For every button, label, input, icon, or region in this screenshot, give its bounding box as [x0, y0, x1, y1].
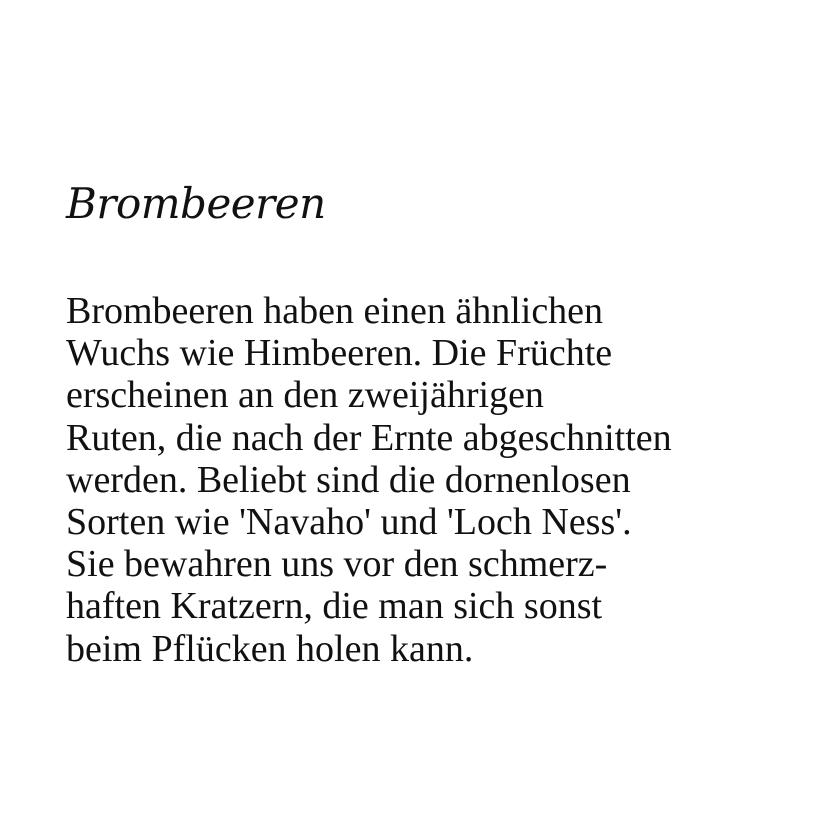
document-body: [66, 290, 786, 670]
body-line-7: Sie bewahren uns vor den schmerz-: [66, 543, 608, 586]
body-line-2: Wuchs wie Himbeeren. Die Früchte: [66, 332, 613, 375]
body-line-9: beim Pflücken holen kann.: [66, 627, 474, 670]
body-line-4: Ruten, die nach der Ernte abgeschnitten: [66, 416, 672, 459]
body-line-3: erscheinen an den zweijährigen: [66, 374, 544, 417]
body-line-5: werden. Beliebt sind die dornenlosen: [66, 458, 631, 501]
document-title: Brombeeren: [66, 179, 326, 228]
body-line-1: Brombeeren haben einen ähnlichen: [66, 290, 604, 332]
body-line-8: haften Kratzern, die man sich sonst: [66, 585, 603, 628]
body-line-6: Sorten wie 'Navaho' und 'Loch Ness'.: [66, 501, 632, 544]
